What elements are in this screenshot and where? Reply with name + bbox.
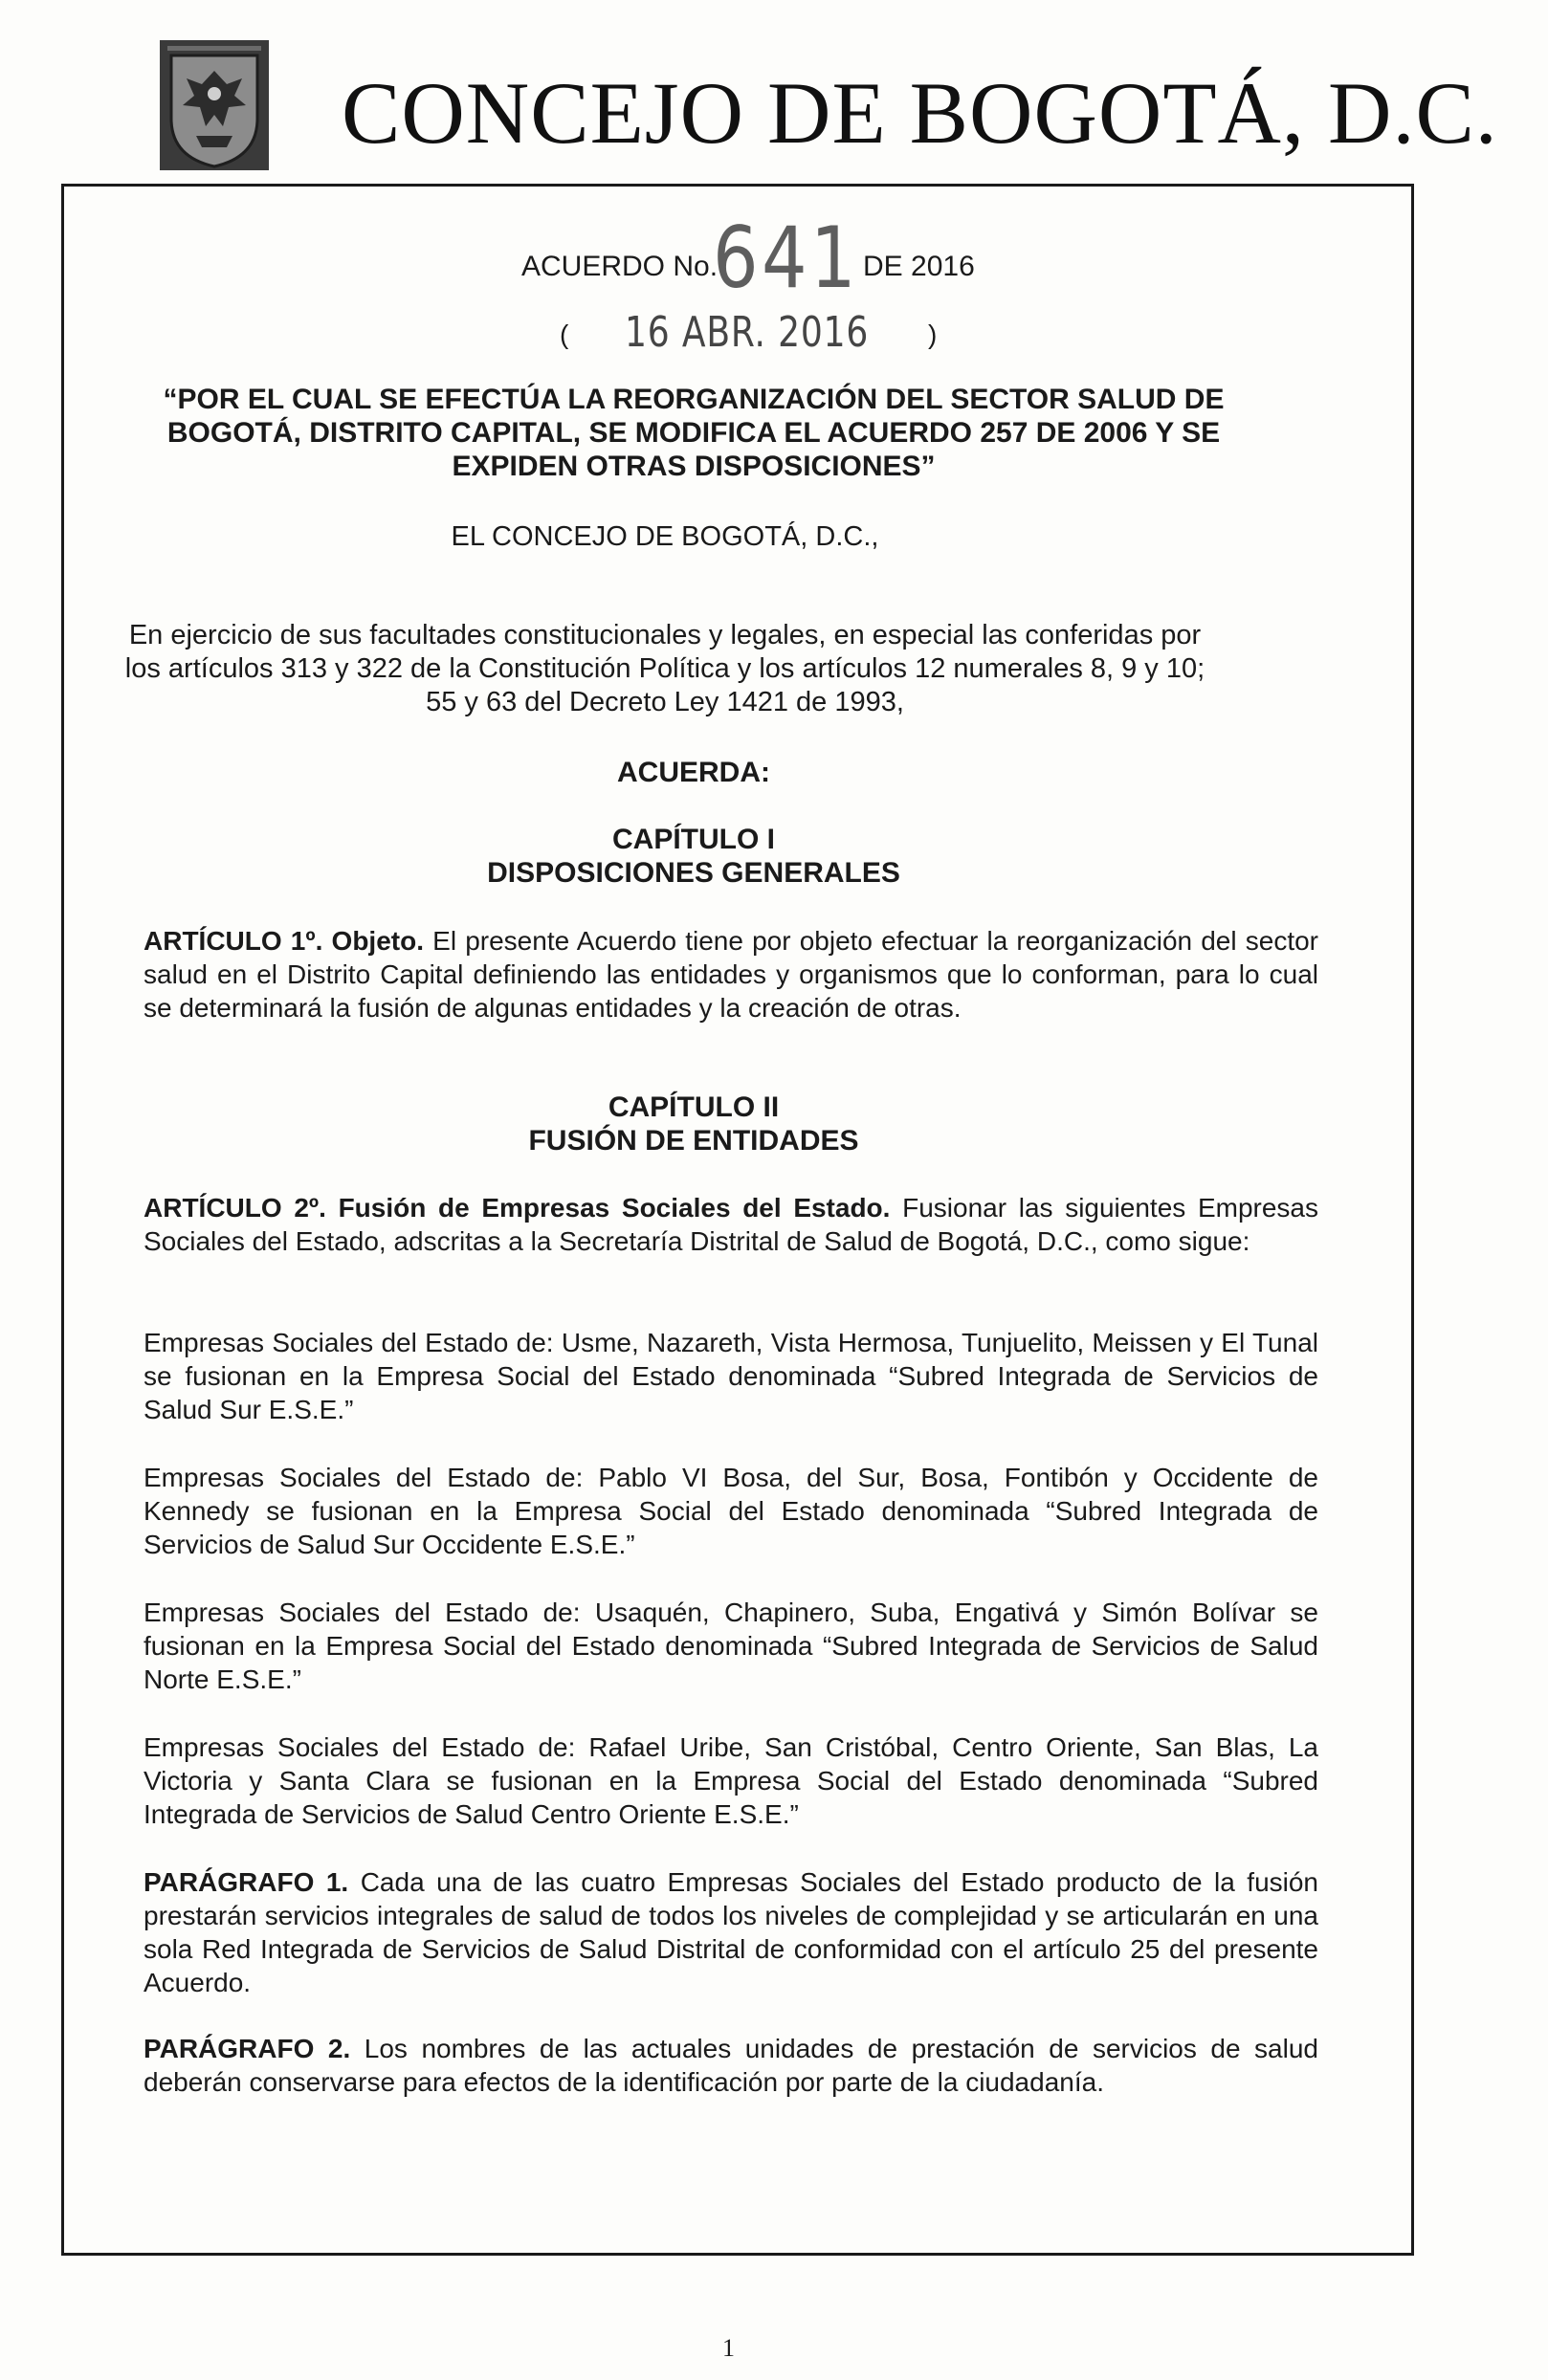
- preamble-line: En ejercicio de sus facultades constitucionales y legales, en especial las conferidas por: [128, 620, 1202, 650]
- article-1-label: ARTÍCULO 1º.: [144, 926, 323, 956]
- chapter-2-title: FUSIÓN DE ENTIDADES: [528, 1125, 859, 1157]
- article-2: [144, 1191, 1318, 1258]
- acuerdo-year: DE 2016: [863, 251, 975, 282]
- title-line: EXPIDEN OTRAS DISPOSICIONES”: [452, 451, 936, 482]
- document-title: [144, 383, 1244, 483]
- fusion-paragraph-norte: Empresas Sociales del Estado de: Usaquén, Chapinero, Suba, Engativá y Simón Bolívar se fusionan en la Empresa Social del Estado denominada “Subred Integrada de Servicios de Salud Norte E.S.E.”: [144, 1598, 1318, 1694]
- paragrafo-2-label: PARÁGRAFO 2.: [144, 2034, 351, 2063]
- chapter-2-number: CAPÍTULO II: [608, 1091, 780, 1123]
- paragrafo-1-text: Cada una de las cuatro Empresas Sociales del Estado producto de la fusión prestarán servicios integrales de salud de todos los niveles de complejidad y se articularán en una sola Red Integrada de Servicios de Salud Distrital de conformidad con el artículo 25 del presente Acuerdo.: [144, 1867, 1319, 1997]
- coat-of-arms-icon: [158, 38, 271, 172]
- fusion-paragraph-sur: Empresas Sociales del Estado de: Usme, Nazareth, Vista Hermosa, Tunjuelito, Meissen y El Tunal se fusionan en la Empresa Social del Estado denominada “Subred Integrada de Servicios de Salud Sur E.S.E.”: [144, 1328, 1318, 1424]
- date-stamp: 16 ABR. 2016: [625, 308, 870, 357]
- preamble: [115, 619, 1215, 719]
- acuerda-heading: ACUERDA:: [617, 757, 770, 788]
- title-line: BOGOTÁ, DISTRITO CAPITAL, SE MODIFICA EL ACUERDO 257 DE 2006 Y SE: [166, 417, 1221, 449]
- article-2-heading: Fusión de Empresas Sociales del Estado.: [338, 1193, 891, 1223]
- article-1-text: El presente Acuerdo tiene por objeto efectuar la reorganización del sector salud en el Distrito Capital definiendo las entidades y organismos que lo conforman, para lo cual se determinará la fusión de algunas entidades y la creación de otras.: [144, 926, 1319, 1023]
- acuerdo-number: 641: [713, 209, 859, 307]
- fusion-paragraph-centro-oriente: Empresas Sociales del Estado de: Rafael Uribe, San Cristóbal, Centro Oriente, San Blas, La Victoria y Santa Clara se fusionan en la Empresa Social del Estado denominada “Subred Integrada de Servicios de Salud Centro Oriente E.S.E.”: [144, 1732, 1318, 1829]
- letterhead: [158, 29, 1498, 172]
- chapter-1-heading: [144, 823, 1244, 890]
- title-line: “POR EL CUAL SE EFECTÚA LA REORGANIZACIÓN DEL SECTOR SALUD DE: [163, 384, 1225, 415]
- council-title: CONCEJO DE BOGOTÁ, D.C.: [342, 64, 1498, 162]
- fusion-paragraph-sur-occidente: Empresas Sociales del Estado de: Pablo VI Bosa, del Sur, Bosa, Fontibón y Occidente de Kennedy se fusionan en la Empresa Social del Estado denominada “Subred Integrada de Servicios de Salud Sur Occidente E.S.E.”: [144, 1463, 1318, 1559]
- preamble-line: 55 y 63 del Decreto Ley 1421 de 1993,: [426, 687, 904, 717]
- chapter-1-title: DISPOSICIONES GENERALES: [487, 857, 900, 889]
- date-row: [0, 308, 1548, 365]
- page-number: 1: [722, 2334, 735, 2362]
- article-2-label: ARTÍCULO 2º.: [144, 1193, 326, 1223]
- issuer: EL CONCEJO DE BOGOTÁ, D.C.,: [451, 521, 879, 552]
- chapter-2-heading: [144, 1091, 1244, 1157]
- paragrafo-2: [144, 2032, 1318, 2099]
- article-2-text: Fusionar las siguientes Empresas Sociales del Estado, adscritas a la Secretaría Distrital de Salud de Bogotá, D.C., como sigue:: [144, 1193, 1318, 1256]
- chapter-1-number: CAPÍTULO I: [612, 824, 775, 855]
- acuerdo-label: ACUERDO No.: [521, 251, 719, 282]
- preamble-line: los artículos 313 y 322 de la Constitución Política y los artículos 12 numerales 8, 9 y 10;: [124, 653, 1205, 684]
- paragrafo-1: [144, 1865, 1318, 1999]
- paren-close: ): [928, 320, 938, 349]
- article-1: [144, 924, 1318, 1025]
- article-1-heading: Objeto.: [331, 926, 424, 956]
- paren-open: (: [560, 320, 569, 349]
- paragrafo-1-label: PARÁGRAFO 1.: [144, 1867, 349, 1897]
- paragrafo-2-text: Los nombres de las actuales unidades de prestación de servicios de salud deberán conservarse para efectos de la identificación por parte de la ciudadanía.: [144, 2034, 1318, 2097]
